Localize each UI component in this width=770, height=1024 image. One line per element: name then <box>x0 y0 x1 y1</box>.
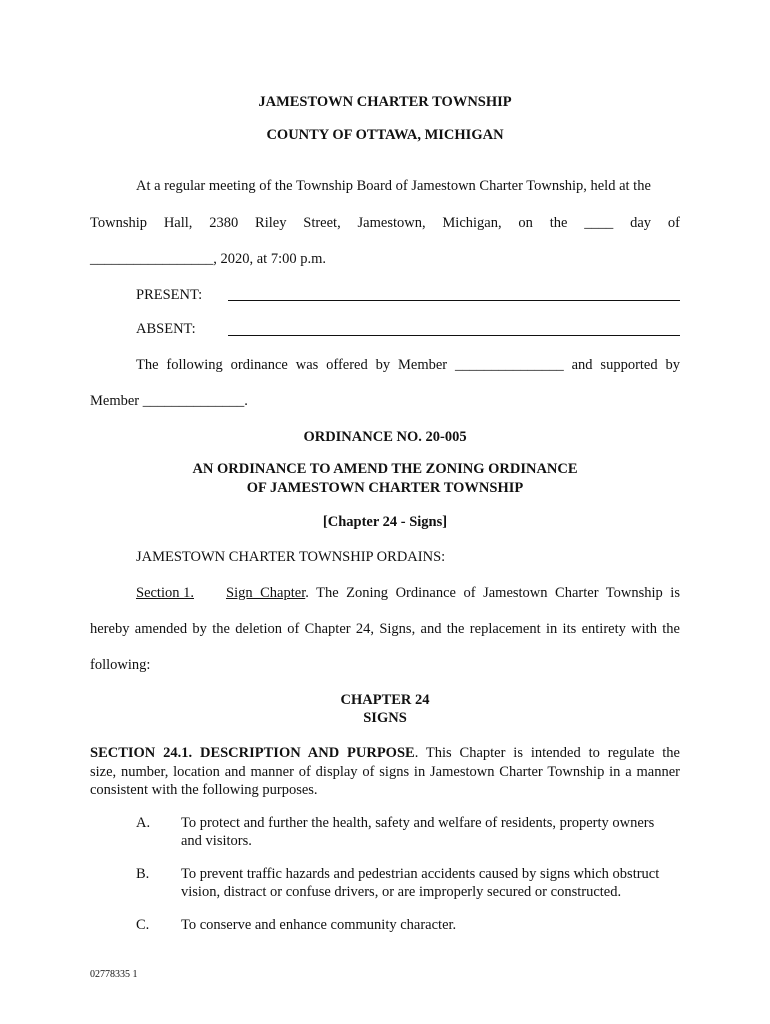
offered-line-2: Member ______________. <box>90 393 248 409</box>
list-item-text: To prevent traffic hazards and pedestrian accidents caused by signs which obstruct <box>181 866 660 882</box>
section-1-heading: Sign Chapter <box>226 585 306 601</box>
county-title: COUNTY OF OTTAWA, MICHIGAN <box>266 127 504 143</box>
day-blank: ____ <box>584 215 614 231</box>
list-item-letter: C. <box>136 917 150 933</box>
list-item-letter: A. <box>136 815 151 831</box>
meeting-word: the <box>549 215 568 231</box>
section-1-line-1 <box>226 585 680 602</box>
ordinance-number: ORDINANCE NO. 20-005 <box>303 429 467 445</box>
meeting-word: on <box>518 215 533 231</box>
list-item-text: To conserve and enhance community character. <box>181 917 457 933</box>
meeting-word: Street, <box>303 215 341 231</box>
meeting-word: Township <box>90 215 147 231</box>
meeting-line-2 <box>90 215 680 232</box>
document-title: JAMESTOWN CHARTER TOWNSHIP <box>258 94 512 110</box>
meeting-word: of <box>667 215 680 231</box>
list-item-letter: B. <box>136 866 150 882</box>
section-24-1-line-3: consistent with the following purposes. <box>90 782 318 798</box>
section-1-line-2: hereby amended by the deletion of Chapter 24, Signs, and the replacement in its entirety with the <box>90 621 680 637</box>
list-item-text: vision, distract or confuse drivers, or are improperly secured or constructed. <box>181 884 622 900</box>
document-id: 02778335 1 <box>90 969 138 980</box>
meeting-line-3: _________________, 2020, at 7:00 p.m. <box>90 251 327 267</box>
present-label: PRESENT: <box>136 287 203 303</box>
meeting-word: Riley <box>255 215 287 231</box>
section-1-text: . The Zoning Ordinance of Jamestown Charter Township is <box>305 585 680 601</box>
ordinance-title-line-1: AN ORDINANCE TO AMEND THE ZONING ORDINANCE <box>192 461 578 477</box>
section-24-1-line-2: size, number, location and manner of display of signs in Jamestown Charter Township in a manner <box>90 764 680 780</box>
list-item-text: and visitors. <box>181 833 252 849</box>
section-1-line-3: following: <box>90 657 151 673</box>
ordinance-title-line-2: OF JAMESTOWN CHARTER TOWNSHIP <box>246 480 524 496</box>
chapter-title: CHAPTER 24 <box>340 692 430 708</box>
meeting-line-1: At a regular meeting of the Township Board of Jamestown Charter Township, held at the <box>136 178 651 194</box>
absent-label: ABSENT: <box>136 321 196 337</box>
meeting-word: Michigan, <box>442 215 502 231</box>
chapter-reference: [Chapter 24 - Signs] <box>322 514 448 530</box>
meeting-word: Hall, <box>163 215 193 231</box>
absent-signature-line <box>228 335 680 336</box>
section-24-1-heading: SECTION 24.1. DESCRIPTION AND PURPOSE <box>90 745 415 761</box>
section-24-1-line-1 <box>90 745 680 762</box>
chapter-subtitle: SIGNS <box>363 710 407 726</box>
present-signature-line <box>228 300 680 301</box>
section-1-label <box>136 585 194 602</box>
list-item-text: To protect and further the health, safety and welfare of residents, property owners <box>181 815 655 831</box>
section-24-1-text: . This Chapter is intended to regulate the <box>414 745 680 761</box>
ordains-statement: JAMESTOWN CHARTER TOWNSHIP ORDAINS: <box>136 549 446 565</box>
meeting-word: day <box>630 215 652 231</box>
meeting-word: Jamestown, <box>357 215 426 231</box>
section-1-number: Section 1. <box>136 585 194 601</box>
meeting-word: 2380 <box>209 215 239 231</box>
offered-line-1: The following ordinance was offered by Member _______________ and supported by <box>136 357 680 373</box>
